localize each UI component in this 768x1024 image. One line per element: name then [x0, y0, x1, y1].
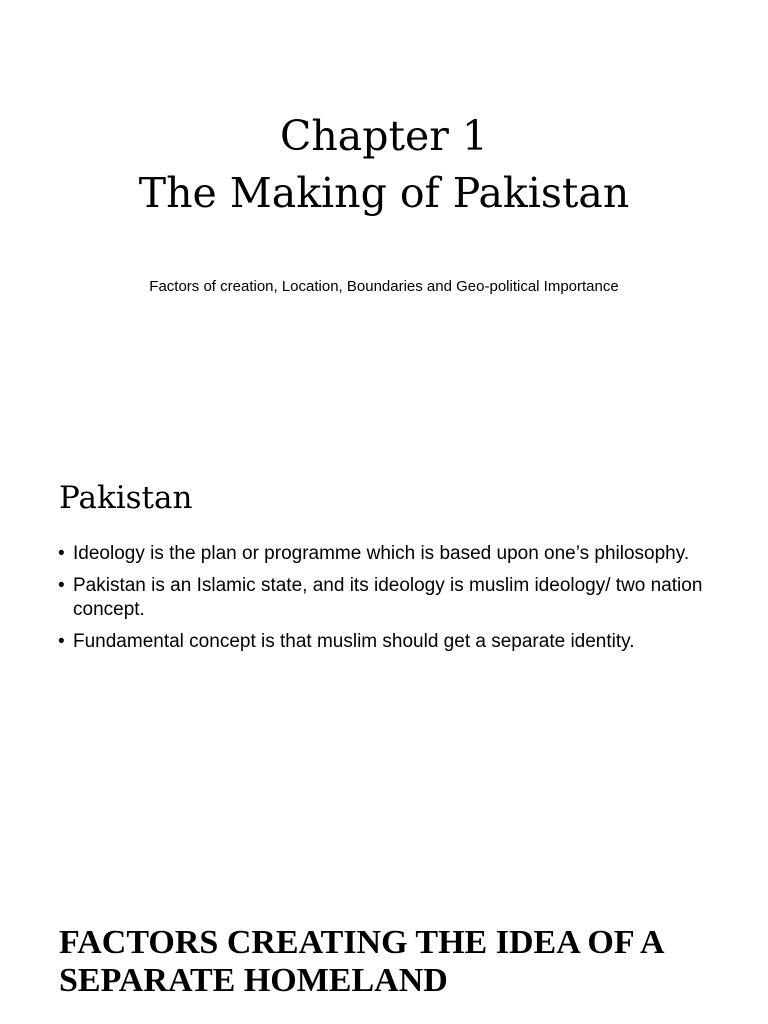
chapter-number: Chapter 1	[280, 112, 488, 160]
section-heading-pakistan: Pakistan	[59, 480, 193, 516]
factors-heading	[59, 924, 749, 1000]
bullet-text: Ideology is the plan or programme which is based upon one’s philosophy.	[73, 543, 690, 564]
bullet-text: Fundamental concept is that muslim should get a separate identity.	[73, 631, 635, 652]
bullet-icon: •	[58, 631, 65, 652]
chapter-subtitle: Factors of creation, Location, Boundaries and Geo-political Importance	[149, 278, 619, 295]
factors-heading-line1: FACTORS CREATING THE IDEA OF A	[59, 924, 665, 961]
bullet-list	[58, 542, 708, 662]
bullet-text: Pakistan is an Islamic state, and its ideology is muslim ideology/ two nation concept.	[73, 575, 703, 620]
chapter-name: The Making of Pakistan	[138, 169, 630, 217]
factors-heading-line2: SEPARATE HOMELAND	[59, 962, 448, 999]
bullet-icon: •	[58, 543, 65, 564]
chapter-title	[0, 108, 768, 222]
bullet-item	[58, 630, 708, 654]
bullet-item	[58, 574, 708, 622]
bullet-icon: •	[58, 575, 65, 596]
bullet-item	[58, 542, 708, 566]
